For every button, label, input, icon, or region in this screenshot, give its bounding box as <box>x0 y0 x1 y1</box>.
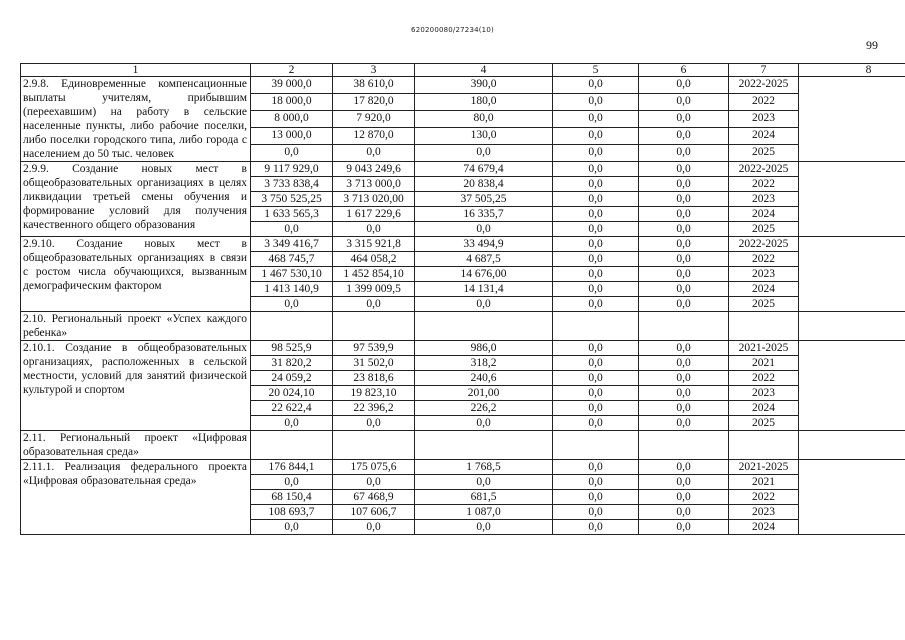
value-cell: 180,0 <box>415 94 553 111</box>
value-cell: 0,0 <box>553 145 639 162</box>
value-cell: 0,0 <box>553 371 639 386</box>
column-number: 3 <box>333 64 415 77</box>
table-row <box>21 162 905 177</box>
value-cell: 0,0 <box>415 416 553 431</box>
value-cell: 3 713 000,0 <box>333 177 415 192</box>
value-cell: 0,0 <box>639 282 729 297</box>
value-cell: 2021 <box>729 475 799 490</box>
value-cell: 80,0 <box>415 111 553 128</box>
value-cell <box>553 431 639 460</box>
document-id: 620200080/27234(10) <box>411 26 494 34</box>
value-cell: 0,0 <box>553 237 639 252</box>
value-cell: 2024 <box>729 128 799 145</box>
value-cell: 1 087,0 <box>415 505 553 520</box>
value-cell: 0,0 <box>553 341 639 356</box>
value-cell: 0,0 <box>553 77 639 94</box>
column-number: 8 <box>799 64 905 77</box>
value-cell: 18 000,0 <box>251 94 333 111</box>
value-cell: 0,0 <box>553 460 639 475</box>
value-cell: 2025 <box>729 416 799 431</box>
notes-cell <box>799 460 905 535</box>
value-cell: 2024 <box>729 282 799 297</box>
value-cell: 1 768,5 <box>415 460 553 475</box>
value-cell <box>639 312 729 341</box>
value-cell: 0,0 <box>415 520 553 535</box>
value-cell: 681,5 <box>415 490 553 505</box>
column-number: 1 <box>21 64 251 77</box>
notes-cell <box>799 341 905 431</box>
value-cell: 2021 <box>729 356 799 371</box>
value-cell: 0,0 <box>639 401 729 416</box>
value-cell: 176 844,1 <box>251 460 333 475</box>
value-cell: 0,0 <box>639 77 729 94</box>
value-cell: 74 679,4 <box>415 162 553 177</box>
value-cell: 0,0 <box>639 520 729 535</box>
value-cell: 0,0 <box>553 297 639 312</box>
column-number: 5 <box>553 64 639 77</box>
value-cell <box>639 431 729 460</box>
value-cell: 2021-2025 <box>729 341 799 356</box>
value-cell: 0,0 <box>639 267 729 282</box>
notes-cell <box>799 77 905 162</box>
value-cell: 0,0 <box>639 128 729 145</box>
value-cell: 3 713 020,00 <box>333 192 415 207</box>
measure-description: 2.10.1. Создание в общеобразовательных организациях, расположенных в сельской местности, условий для занятий физической культурой и спортом <box>21 341 251 431</box>
value-cell: 0,0 <box>639 207 729 222</box>
notes-cell <box>799 237 905 312</box>
value-cell: 0,0 <box>553 162 639 177</box>
value-cell: 17 820,0 <box>333 94 415 111</box>
value-cell: 3 733 838,4 <box>251 177 333 192</box>
value-cell: 468 745,7 <box>251 252 333 267</box>
value-cell: 2025 <box>729 145 799 162</box>
value-cell: 0,0 <box>333 222 415 237</box>
measure-description: 2.9.10. Создание новых мест в общеобразовательных организациях в связи с ростом числа обучающихся, вызванным демографическим фактором <box>21 237 251 312</box>
value-cell: 2025 <box>729 297 799 312</box>
value-cell: 0,0 <box>553 267 639 282</box>
value-cell: 0,0 <box>333 145 415 162</box>
value-cell: 0,0 <box>639 356 729 371</box>
value-cell: 2022 <box>729 94 799 111</box>
value-cell: 0,0 <box>639 94 729 111</box>
value-cell: 0,0 <box>251 520 333 535</box>
value-cell: 0,0 <box>639 460 729 475</box>
value-cell: 3 750 525,25 <box>251 192 333 207</box>
value-cell: 1 467 530,10 <box>251 267 333 282</box>
column-number: 4 <box>415 64 553 77</box>
value-cell: 2022 <box>729 371 799 386</box>
value-cell: 37 505,25 <box>415 192 553 207</box>
value-cell: 0,0 <box>553 505 639 520</box>
value-cell <box>729 431 799 460</box>
value-cell: 0,0 <box>639 297 729 312</box>
value-cell: 2023 <box>729 505 799 520</box>
measure-description: 2.9.9. Создание новых мест в общеобразовательных организациях в целях ликвидации третьей смены обучения и формирование условий для получения качественного общего образования <box>21 162 251 237</box>
value-cell: 2023 <box>729 386 799 401</box>
value-cell: 38 610,0 <box>333 77 415 94</box>
measure-description: 2.9.8. Единовременные компенсационные выплаты учителям, прибывшим (переехавшим) на работу в сельские населенные пункты, либо рабочие поселки, либо поселки городского типа, либо города с населением до 50 тыс. человек <box>21 77 251 162</box>
value-cell: 0,0 <box>553 128 639 145</box>
value-cell: 33 494,9 <box>415 237 553 252</box>
notes-cell <box>799 312 905 341</box>
value-cell <box>415 431 553 460</box>
value-cell: 0,0 <box>553 207 639 222</box>
value-cell: 8 000,0 <box>251 111 333 128</box>
value-cell: 24 059,2 <box>251 371 333 386</box>
value-cell: 39 000,0 <box>251 77 333 94</box>
value-cell: 0,0 <box>553 111 639 128</box>
value-cell <box>251 431 333 460</box>
value-cell <box>251 312 333 341</box>
value-cell: 0,0 <box>553 192 639 207</box>
measure-description: 2.11.1. Реализация федерального проекта «Цифровая образовательная среда» <box>21 460 251 535</box>
value-cell: 98 525,9 <box>251 341 333 356</box>
value-cell: 0,0 <box>553 282 639 297</box>
value-cell: 97 539,9 <box>333 341 415 356</box>
value-cell: 0,0 <box>639 177 729 192</box>
value-cell: 240,6 <box>415 371 553 386</box>
value-cell: 0,0 <box>639 162 729 177</box>
value-cell: 68 150,4 <box>251 490 333 505</box>
notes-cell <box>799 431 905 460</box>
value-cell: 0,0 <box>639 416 729 431</box>
value-cell: 4 687,5 <box>415 252 553 267</box>
value-cell: 2022 <box>729 490 799 505</box>
value-cell: 2022 <box>729 252 799 267</box>
value-cell: 0,0 <box>251 475 333 490</box>
value-cell: 9 117 929,0 <box>251 162 333 177</box>
value-cell: 0,0 <box>639 475 729 490</box>
value-cell: 0,0 <box>251 222 333 237</box>
value-cell: 0,0 <box>415 145 553 162</box>
value-cell: 0,0 <box>553 416 639 431</box>
value-cell: 20 024,10 <box>251 386 333 401</box>
column-number: 2 <box>251 64 333 77</box>
value-cell: 1 413 140,9 <box>251 282 333 297</box>
value-cell: 130,0 <box>415 128 553 145</box>
value-cell: 1 452 854,10 <box>333 267 415 282</box>
column-number-row <box>21 64 905 77</box>
value-cell: 0,0 <box>639 505 729 520</box>
table-row <box>21 77 905 94</box>
value-cell: 0,0 <box>415 297 553 312</box>
value-cell: 0,0 <box>251 297 333 312</box>
value-cell <box>333 312 415 341</box>
value-cell: 0,0 <box>553 94 639 111</box>
value-cell: 2021-2025 <box>729 460 799 475</box>
value-cell: 0,0 <box>333 297 415 312</box>
value-cell: 0,0 <box>639 371 729 386</box>
value-cell: 0,0 <box>639 222 729 237</box>
notes-cell <box>799 162 905 237</box>
value-cell: 0,0 <box>639 386 729 401</box>
value-cell: 390,0 <box>415 77 553 94</box>
value-cell: 0,0 <box>333 520 415 535</box>
value-cell: 22 396,2 <box>333 401 415 416</box>
value-cell: 0,0 <box>553 386 639 401</box>
value-cell: 31 502,0 <box>333 356 415 371</box>
value-cell: 16 335,7 <box>415 207 553 222</box>
value-cell: 2024 <box>729 401 799 416</box>
value-cell: 14 131,4 <box>415 282 553 297</box>
value-cell: 2024 <box>729 520 799 535</box>
page-number: 99 <box>866 38 878 52</box>
value-cell: 108 693,7 <box>251 505 333 520</box>
value-cell: 19 823,10 <box>333 386 415 401</box>
value-cell: 14 676,00 <box>415 267 553 282</box>
table-row <box>21 460 905 475</box>
value-cell: 0,0 <box>553 252 639 267</box>
value-cell: 67 468,9 <box>333 490 415 505</box>
value-cell: 0,0 <box>639 145 729 162</box>
value-cell <box>333 431 415 460</box>
value-cell: 12 870,0 <box>333 128 415 145</box>
value-cell: 0,0 <box>553 475 639 490</box>
value-cell: 1 633 565,3 <box>251 207 333 222</box>
value-cell <box>553 312 639 341</box>
table-row <box>21 312 905 341</box>
value-cell: 7 920,0 <box>333 111 415 128</box>
value-cell: 2022-2025 <box>729 77 799 94</box>
column-number: 6 <box>639 64 729 77</box>
value-cell: 0,0 <box>415 222 553 237</box>
value-cell: 0,0 <box>415 475 553 490</box>
value-cell: 226,2 <box>415 401 553 416</box>
value-cell: 2022 <box>729 177 799 192</box>
value-cell: 20 838,4 <box>415 177 553 192</box>
value-cell: 175 075,6 <box>333 460 415 475</box>
value-cell: 9 043 249,6 <box>333 162 415 177</box>
value-cell: 0,0 <box>639 252 729 267</box>
value-cell: 2023 <box>729 111 799 128</box>
value-cell: 0,0 <box>333 475 415 490</box>
value-cell: 0,0 <box>639 237 729 252</box>
value-cell: 2024 <box>729 207 799 222</box>
value-cell: 0,0 <box>639 490 729 505</box>
value-cell: 0,0 <box>251 416 333 431</box>
value-cell <box>415 312 553 341</box>
value-cell: 2022-2025 <box>729 162 799 177</box>
table-row <box>21 341 905 356</box>
value-cell: 0,0 <box>251 145 333 162</box>
value-cell: 2022-2025 <box>729 237 799 252</box>
value-cell: 0,0 <box>553 356 639 371</box>
value-cell: 1 399 009,5 <box>333 282 415 297</box>
value-cell: 0,0 <box>553 490 639 505</box>
value-cell: 0,0 <box>639 111 729 128</box>
value-cell: 3 315 921,8 <box>333 237 415 252</box>
value-cell: 2025 <box>729 222 799 237</box>
measure-description: 2.11. Региональный проект «Цифровая образовательная среда» <box>21 431 251 460</box>
table-row <box>21 431 905 460</box>
value-cell: 0,0 <box>333 416 415 431</box>
value-cell: 13 000,0 <box>251 128 333 145</box>
value-cell: 0,0 <box>639 192 729 207</box>
value-cell: 3 349 416,7 <box>251 237 333 252</box>
value-cell: 31 820,2 <box>251 356 333 371</box>
value-cell: 201,00 <box>415 386 553 401</box>
value-cell: 0,0 <box>553 520 639 535</box>
measure-description: 2.10. Региональный проект «Успех каждого ребенка» <box>21 312 251 341</box>
table-row <box>21 237 905 252</box>
value-cell <box>729 312 799 341</box>
value-cell: 22 622,4 <box>251 401 333 416</box>
value-cell: 318,2 <box>415 356 553 371</box>
value-cell: 0,0 <box>553 177 639 192</box>
value-cell: 0,0 <box>553 401 639 416</box>
value-cell: 1 617 229,6 <box>333 207 415 222</box>
value-cell: 0,0 <box>639 341 729 356</box>
value-cell: 986,0 <box>415 341 553 356</box>
value-cell: 464 058,2 <box>333 252 415 267</box>
value-cell: 2023 <box>729 192 799 207</box>
value-cell: 2023 <box>729 267 799 282</box>
value-cell: 107 606,7 <box>333 505 415 520</box>
value-cell: 0,0 <box>553 222 639 237</box>
budget-table <box>20 63 905 535</box>
value-cell: 23 818,6 <box>333 371 415 386</box>
column-number: 7 <box>729 64 799 77</box>
